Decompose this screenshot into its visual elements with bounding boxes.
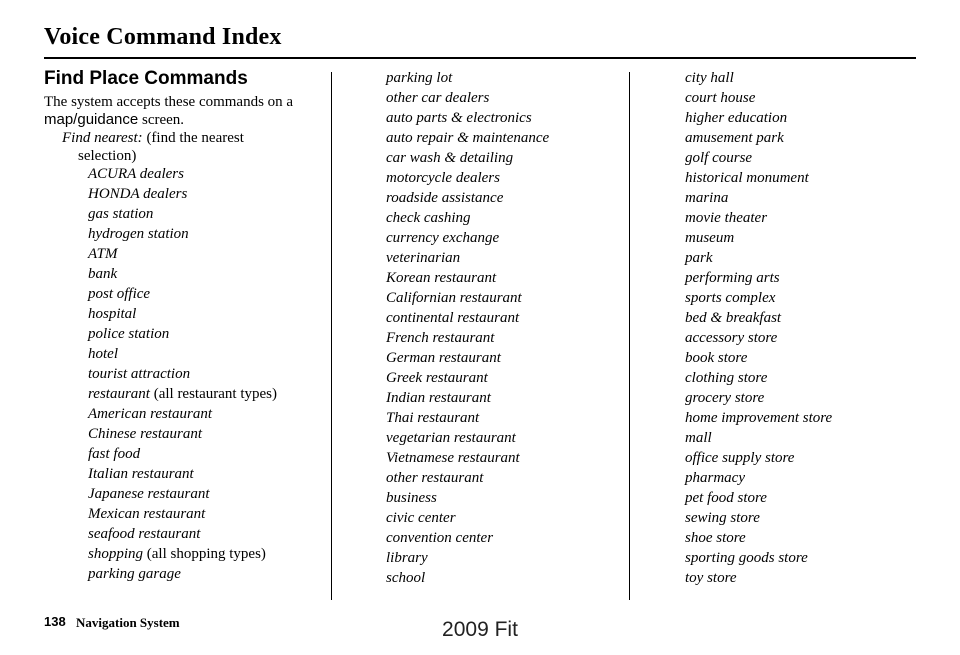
page-title: Voice Command Index xyxy=(44,24,282,50)
command-text: post office xyxy=(88,286,151,302)
command-text: restaurant xyxy=(88,386,150,402)
command-text: Chinese restaurant xyxy=(88,426,203,442)
list-item: other restaurant xyxy=(386,470,484,486)
command-text: hydrogen station xyxy=(88,226,189,242)
list-item xyxy=(88,264,277,284)
list-item: historical monument xyxy=(685,170,809,186)
list-item: civic center xyxy=(386,510,456,526)
list-item: book store xyxy=(685,350,748,366)
list-item: auto repair & maintenance xyxy=(386,130,550,146)
list-item xyxy=(88,344,277,364)
find-nearest-cmd: Find nearest: xyxy=(62,130,143,146)
command-text: bank xyxy=(88,266,118,282)
list-item: marina xyxy=(685,190,729,206)
list-item: French restaurant xyxy=(386,330,495,346)
list-item: continental restaurant xyxy=(386,310,520,326)
list-item: Indian restaurant xyxy=(386,390,491,406)
list-item: toy store xyxy=(685,570,737,586)
list-item: grocery store xyxy=(685,390,765,406)
list-item xyxy=(88,244,277,264)
list-item: Vietnamese restaurant xyxy=(386,450,520,466)
intro-text: The system accepts these commands on a xyxy=(44,94,294,110)
command-text: parking garage xyxy=(88,566,181,582)
list-item xyxy=(88,504,277,524)
command-text: American restaurant xyxy=(88,406,213,422)
list-item: veterinarian xyxy=(386,250,461,266)
list-item xyxy=(88,564,277,584)
list-item: Korean restaurant xyxy=(386,270,497,286)
command-list-col1 xyxy=(88,164,277,584)
list-item xyxy=(88,464,277,484)
list-item: library xyxy=(386,550,428,566)
list-item xyxy=(88,544,277,564)
list-item xyxy=(88,304,277,324)
list-item xyxy=(88,164,277,184)
command-text: Italian restaurant xyxy=(88,466,194,482)
list-item: office supply store xyxy=(685,450,795,466)
command-note: (all shopping types) xyxy=(143,546,266,562)
command-text: police station xyxy=(88,326,170,342)
header-rule xyxy=(44,57,916,59)
list-item: currency exchange xyxy=(386,230,500,246)
list-item xyxy=(88,364,277,384)
find-nearest-command xyxy=(62,129,324,165)
list-item xyxy=(88,384,277,404)
page-number: 138 xyxy=(44,614,66,629)
list-item: court house xyxy=(685,90,756,106)
list-item: bed & breakfast xyxy=(685,310,782,326)
find-nearest-desc: (find the nearest xyxy=(146,130,244,146)
list-item xyxy=(88,224,277,244)
command-text: gas station xyxy=(88,206,154,222)
command-text: ATM xyxy=(88,246,118,262)
list-item: city hall xyxy=(685,70,734,86)
list-item: museum xyxy=(685,230,735,246)
command-text: fast food xyxy=(88,446,141,462)
command-note: (all restaurant types) xyxy=(149,386,277,402)
list-item: park xyxy=(685,250,713,266)
list-item: movie theater xyxy=(685,210,768,226)
intro-text-end: screen. xyxy=(138,112,185,128)
list-item xyxy=(88,184,277,204)
list-item: roadside assistance xyxy=(386,190,504,206)
list-item xyxy=(88,324,277,344)
column-divider xyxy=(331,72,332,600)
list-item: vegetarian restaurant xyxy=(386,430,516,446)
list-item: school xyxy=(386,570,426,586)
list-item: pet food store xyxy=(685,490,767,506)
list-item: check cashing xyxy=(386,210,471,226)
command-list-col2 xyxy=(386,68,549,588)
command-text: hospital xyxy=(88,306,137,322)
list-item: home improvement store xyxy=(685,410,833,426)
list-item: other car dealers xyxy=(386,90,490,106)
list-item: Thai restaurant xyxy=(386,410,480,426)
list-item: pharmacy xyxy=(685,470,745,486)
list-item: sewing store xyxy=(685,510,760,526)
list-item: car wash & detailing xyxy=(386,150,514,166)
list-item xyxy=(88,444,277,464)
list-item xyxy=(88,424,277,444)
list-item: Californian restaurant xyxy=(386,290,522,306)
intro-paragraph xyxy=(44,93,324,129)
list-item: amusement park xyxy=(685,130,784,146)
list-item: higher education xyxy=(685,110,788,126)
list-item: motorcycle dealers xyxy=(386,170,500,186)
command-text: Japanese restaurant xyxy=(88,486,210,502)
list-item: clothing store xyxy=(685,370,768,386)
command-text: HONDA dealers xyxy=(88,186,188,202)
list-item xyxy=(88,404,277,424)
list-item: shoe store xyxy=(685,530,746,546)
command-text: Mexican restaurant xyxy=(88,506,206,522)
list-item: sports complex xyxy=(685,290,776,306)
column-divider xyxy=(629,72,630,600)
list-item: convention center xyxy=(386,530,494,546)
command-text: shopping xyxy=(88,546,144,562)
list-item: German restaurant xyxy=(386,350,501,366)
intro-screen-term: map/guidance xyxy=(44,111,139,128)
list-item xyxy=(88,284,277,304)
list-item: parking lot xyxy=(386,70,453,86)
command-text: hotel xyxy=(88,346,118,362)
list-item: accessory store xyxy=(685,330,778,346)
list-item xyxy=(88,204,277,224)
section-heading: Find Place Commands xyxy=(44,68,248,89)
watermark: 2009 Fit xyxy=(442,618,518,641)
list-item: sporting goods store xyxy=(685,550,808,566)
list-item: golf course xyxy=(685,150,753,166)
command-text: tourist attraction xyxy=(88,366,191,382)
command-list-col3 xyxy=(685,68,832,588)
list-item: mall xyxy=(685,430,712,446)
find-nearest-desc-cont: selection) xyxy=(78,148,137,164)
list-item: Greek restaurant xyxy=(386,370,488,386)
command-text: ACURA dealers xyxy=(88,166,184,182)
list-item: auto parts & electronics xyxy=(386,110,532,126)
list-item: performing arts xyxy=(685,270,780,286)
list-item xyxy=(88,524,277,544)
list-item xyxy=(88,484,277,504)
list-item: business xyxy=(386,490,437,506)
footer-label: Navigation System xyxy=(76,615,180,630)
command-text: seafood restaurant xyxy=(88,526,201,542)
